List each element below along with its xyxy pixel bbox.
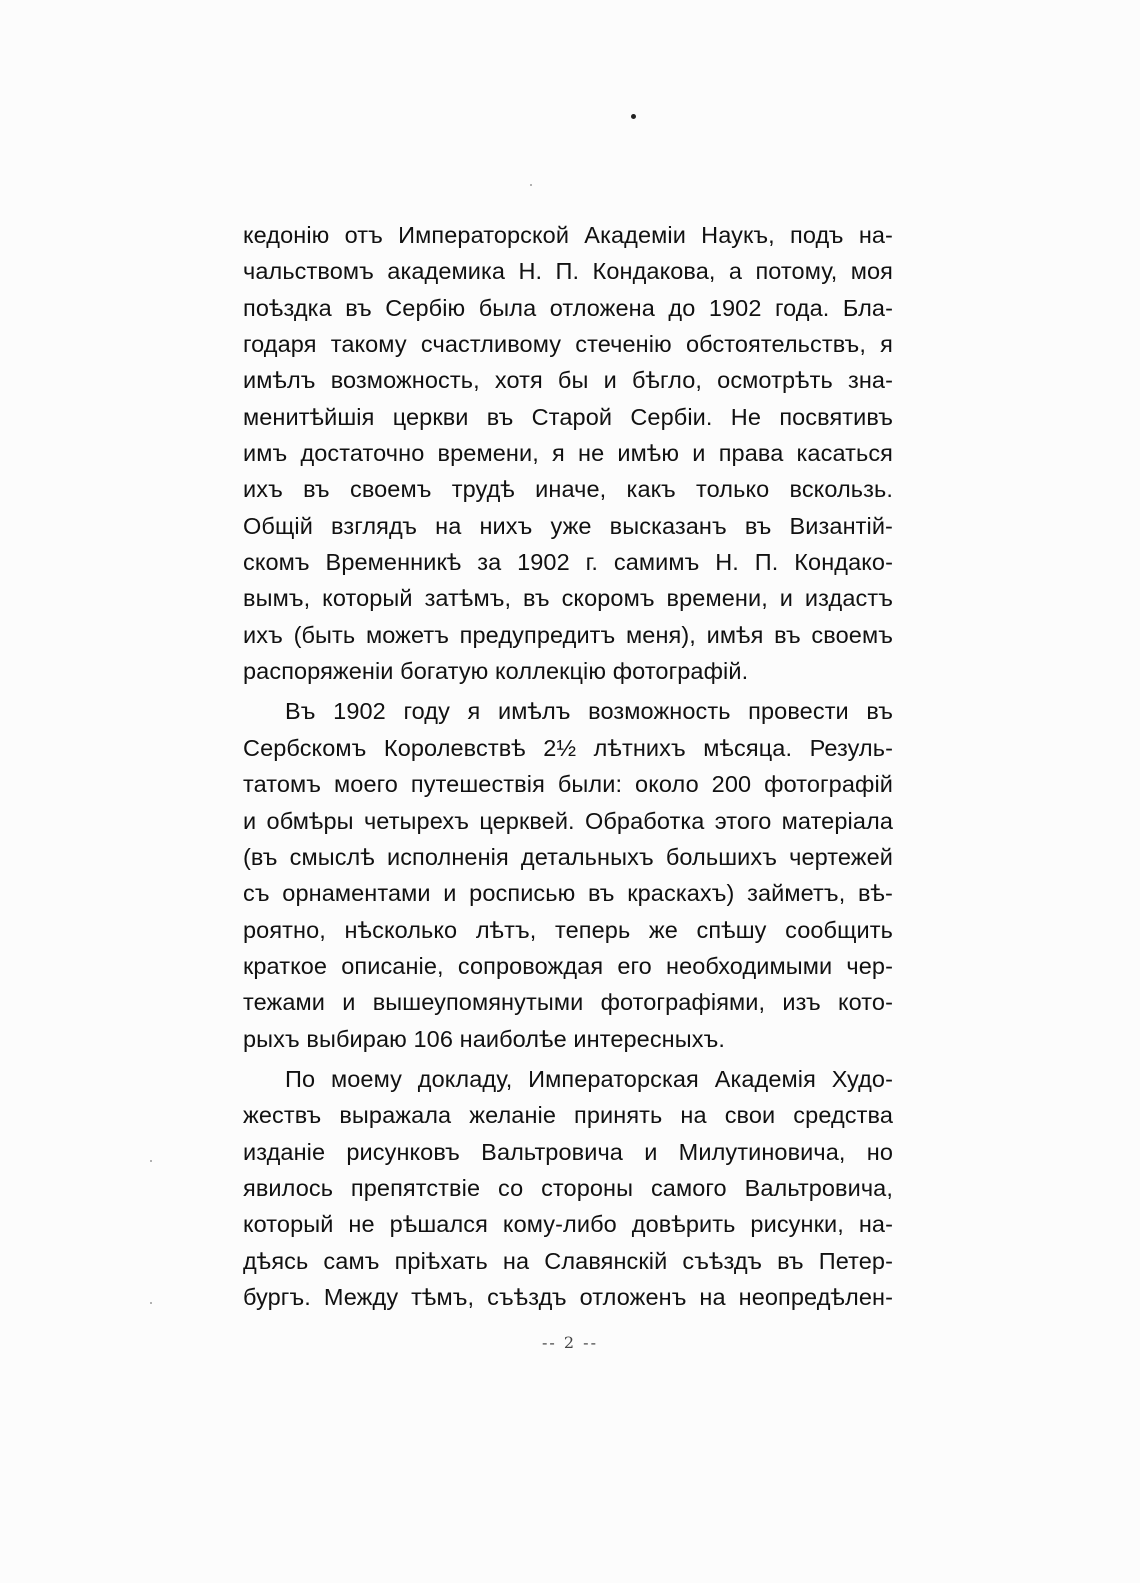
text-line: дѣясь самъ пріѣхать на Славянскій съѣздъ въ Петер- <box>243 1247 893 1274</box>
text-line: годаря такому счастливому стеченію обстоятельствъ, я <box>243 331 893 358</box>
text-line: жествъ выражала желаніе принять на свои средства <box>243 1102 893 1129</box>
text-line: имѣлъ возможность, хотя бы и бѣгло, осмотрѣть зна- <box>243 367 893 394</box>
text-line: Въ 1902 году я имѣлъ возможность провести въ <box>285 698 893 725</box>
text-line: По моему докладу, Императорская Академія Худо- <box>285 1065 893 1092</box>
text-line: менитѣйшія церкви въ Старой Сербіи. Не посвятивъ <box>243 403 893 430</box>
body-text <box>243 217 893 1315</box>
text-line: съ орнаментами и росписью въ краскахъ) займетъ, вѣ- <box>243 880 893 907</box>
text-line: ихъ (быть можетъ предупредитъ меня), имѣя въ своемъ <box>243 621 893 648</box>
paragraph <box>243 217 893 689</box>
text-line: Общій взглядъ на нихъ уже высказанъ въ Византій- <box>243 512 893 539</box>
text-line: изданіе рисунковъ Вальтровича и Милутиновича, но <box>243 1138 893 1165</box>
text-line: рыхъ выбираю 106 наиболѣе интересныхъ. <box>243 1025 726 1052</box>
text-line: бургъ. Между тѣмъ, съѣздъ отложенъ на неопредѣлен- <box>243 1283 893 1310</box>
text-line: вымъ, который затѣмъ, въ скоромъ времени, и издастъ <box>243 585 893 612</box>
text-line: имъ достаточно времени, я не имѣю и права касаться <box>243 440 893 467</box>
text-line: чальствомъ академика Н. П. Кондакова, а потому, моя <box>243 258 893 285</box>
text-line: татомъ моего путешествія были: около 200 фотографій <box>243 771 893 798</box>
paragraph <box>243 693 893 1056</box>
text-line: Сербскомъ Королевствѣ 2½ лѣтнихъ мѣсяца. Резуль- <box>243 734 893 761</box>
text-line: (въ смыслѣ исполненія детальныхъ большихъ чертежей <box>243 843 893 870</box>
ink-speck <box>530 184 532 186</box>
ink-speck <box>150 1302 152 1304</box>
text-line: роятно, нѣсколько лѣтъ, теперь же спѣшу сообщить <box>243 916 893 943</box>
text-line: который не рѣшался кому-либо довѣрить рисунки, на- <box>243 1211 893 1238</box>
paragraph <box>243 1061 893 1315</box>
ink-dot <box>631 114 636 119</box>
text-line: ихъ въ своемъ трудѣ иначе, какъ только вскользь. <box>243 476 893 503</box>
text-line: явилось препятствіе со стороны самого Вальтровича, <box>243 1174 893 1201</box>
page-number: -- 2 -- <box>542 1333 598 1352</box>
text-line: краткое описаніе, сопровождая его необходимыми чер- <box>243 952 893 979</box>
text-line: поѣздка въ Сербію была отложена до 1902 года. Бла- <box>243 294 893 321</box>
text-line: тежами и вышеупомянутыми фотографіями, изъ кото- <box>243 989 893 1016</box>
text-line: кедонію отъ Императорской Академіи Наукъ, подъ на- <box>243 222 893 248</box>
text-line: и обмѣры четырехъ церквей. Обработка этого матеріала <box>243 807 893 834</box>
text-line: скомъ Временникѣ за 1902 г. самимъ Н. П. Кондако- <box>243 549 893 576</box>
text-line: распоряженіи богатую коллекцію фотографій. <box>243 658 749 685</box>
ink-speck <box>150 1160 152 1162</box>
